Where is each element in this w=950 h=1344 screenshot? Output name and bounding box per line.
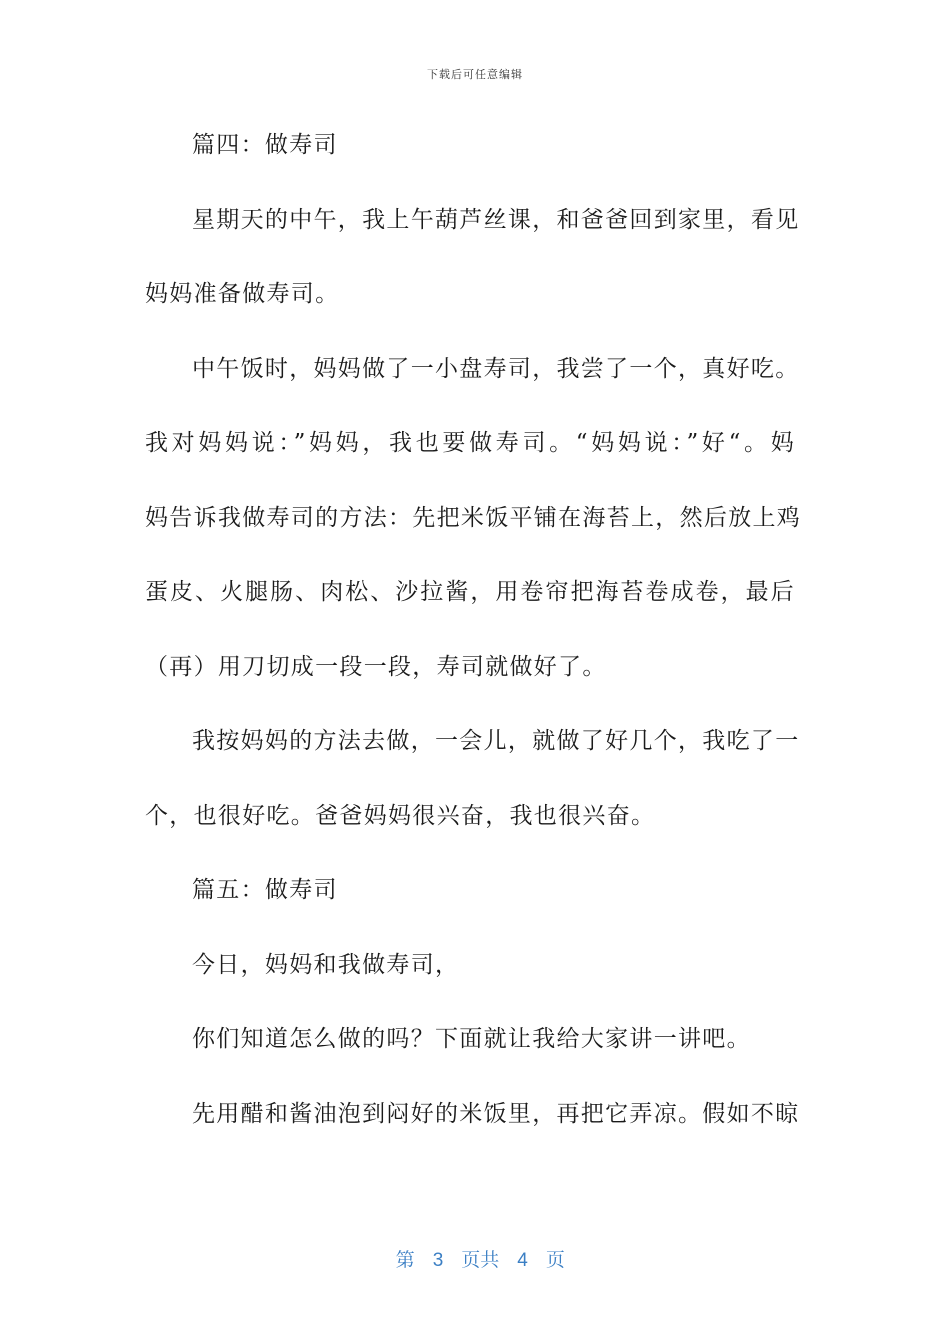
page-header-note: 下载后可任意编辑	[427, 68, 523, 81]
text-line: 中午饭时，妈妈做了一小盘寿司，我尝了一个，真好吃。	[192, 355, 800, 382]
page-footer	[0, 1223, 950, 1272]
text-line: 今日，妈妈和我做寿司，	[192, 951, 460, 978]
current-page-number: 3	[432, 1250, 444, 1271]
section-heading: 篇四：做寿司	[192, 132, 338, 158]
text-line: 我按妈妈的方法去做，一会儿，就做了好几个，我吃了一	[192, 728, 800, 754]
text-line: 个，也很好吃。爸爸妈妈很兴奋，我也很兴奋。	[145, 802, 656, 829]
text-line: 蛋皮、火腿肠、肉松、沙拉酱，用卷帘把海苔卷成卷，最后	[145, 579, 795, 605]
text-line: 我对妈妈说：”妈妈，我也要做寿司。“妈妈说：”好“。妈	[145, 430, 795, 456]
text-line: 星期天的中午，我上午葫芦丝课，和爸爸回到家里，看见	[192, 206, 800, 233]
text-line: （再）用刀切成一段一段，寿司就做好了。	[145, 653, 607, 680]
total-pages-number: 4	[517, 1250, 528, 1271]
text-line: 先用醋和酱油泡到闷好的米饭里，再把它弄凉。假如不晾	[192, 1100, 800, 1127]
footer-suffix: 页	[545, 1250, 565, 1271]
text-line: 妈告诉我做寿司的方法：先把米饭平铺在海苔上，然后放上鸡	[145, 504, 802, 531]
footer-prefix: 第	[395, 1250, 415, 1271]
section-heading: 篇五：做寿司	[192, 877, 338, 903]
text-line: 妈妈准备做寿司。	[145, 281, 340, 307]
document-body	[145, 119, 802, 1162]
footer-middle: 页共	[461, 1250, 500, 1271]
text-line: 你们知道怎么做的吗？下面就让我给大家讲一讲吧。	[192, 1026, 751, 1052]
